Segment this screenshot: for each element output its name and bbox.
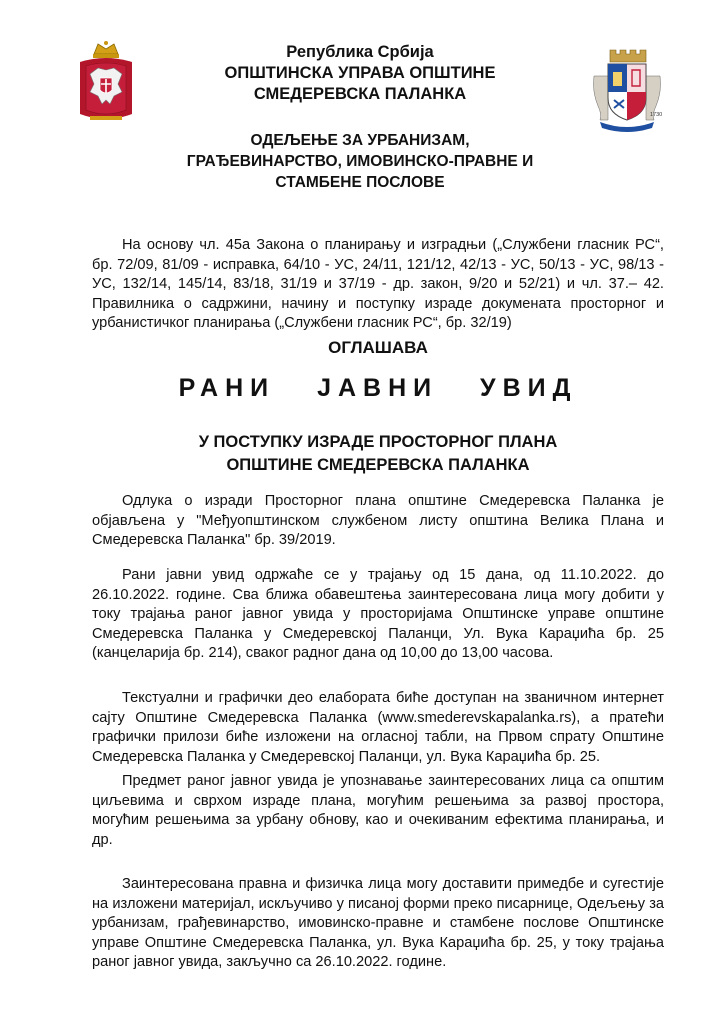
republic-name: Република Србија xyxy=(286,43,434,61)
announces-heading: ОГЛАШАВА xyxy=(328,338,428,357)
body-paragraph-text: Текстуални и графички део елабората биће доступан на званичном интернет сајту Општине Смедеревска Паланка (www.smederevskapalanka.rs), а пратећи графички прилози биће изложени на огласној табли, на Првом спрату Општине Смедеревска Паланка у Смедеревској Паланци, ул. Вука Караџића бр. 25. xyxy=(92,690,664,765)
body-paragraph-text: Заинтересована правна и физичка лица могу доставити примедбе и сугестије на изложени материјал, искључиво у писаној форми преко писарнице, Одељењу за урбанизам, грађевинарство, имовинско-правне и стамбене послове Општинске управе Општине Смедеревска Паланка, ул. Вука Караџића бр. 25, у току трајања раног јавног увида, закључно са 26.10.2022. године. xyxy=(92,876,664,971)
legal-basis-paragraph xyxy=(92,236,664,334)
serbia-coat-of-arms-icon xyxy=(76,40,136,124)
department-line-1: ОДЕЉЕЊЕ ЗА УРБАНИЗАМ, xyxy=(250,132,470,149)
body-paragraph xyxy=(92,772,664,850)
body-paragraph xyxy=(92,492,664,551)
body-paragraph-text: Рани јавни увид одржаће се у трајању од 15 дана, од 11.10.2022. до 26.10.2022. године. Сва ближа обавештења заинтересована лица могу добити у току трајања раног јавног увида у просторијама Општинске управе општине Смедеревска Паланка у Смедеревској Паланци, Ул. Вука Караџића бр. 25 (канцеларија бр. 214), сваког радног дана од 10,00 до 13,00 часова. xyxy=(92,567,664,662)
department-line-3: СТАМБЕНЕ ПОСЛОВЕ xyxy=(275,174,445,191)
subtitle xyxy=(92,431,664,477)
subtitle-line-2: ОПШТИНЕ СМЕДЕРЕВСКА ПАЛАНКА xyxy=(226,456,530,474)
emblem-year: 1730 xyxy=(650,112,663,118)
body-paragraph xyxy=(92,689,664,767)
body-paragraph xyxy=(92,566,664,664)
legal-basis-text: На основу чл. 45а Закона о планирању и изградњи („Службени гласник РС“, бр. 72/09, 81/09 - исправка, 64/10 - УС, 24/11, 121/12, 42/13 - УС, 50/13 - УС, 98/13 - УС, 132/14, 145/14, 83/18, 31/19 и 37/19 - др. закон, 9/20 и 52/21) и чл. 37.– 42. Правилника о садржини, начину и поступку израде докумената просторног и урбанистичког планирања („Службени гласник РС“, бр. 32/19) xyxy=(92,237,664,332)
smederevska-palanka-coat-of-arms-icon xyxy=(588,46,666,132)
body-paragraph-text: Предмет раног јавног увида је упознавање заинтересованих лица са општим циљевима и сврхом израде плана, могућим решењима за развој простора, могућим решењима за урбану обнову, као и очекиваним ефектима планирања, и др. xyxy=(92,773,664,848)
department-name xyxy=(150,130,570,193)
subtitle-line-1: У ПОСТУПКУ ИЗРАДЕ ПРОСТОРНОГ ПЛАНА xyxy=(198,433,558,451)
main-title: РАНИ ЈАВНИ УВИД xyxy=(178,374,578,402)
body-paragraph-text: Одлука о изради Просторног плана општине Смедеревска Паланка је објављена у "Међуопштинском службеном листу општина Велика Плана и Смедеревска Паланка" бр. 39/2019. xyxy=(92,493,664,549)
authority-line-1: ОПШТИНСКА УПРАВА ОПШТИНЕ xyxy=(224,64,496,82)
department-line-2: ГРАЂЕВИНАРСТВО, ИМОВИНСКО-ПРАВНЕ И xyxy=(186,153,534,170)
authority-line-2: СМЕДЕРЕВСКА ПАЛАНКА xyxy=(253,85,467,103)
issuer-header xyxy=(150,42,570,105)
body-paragraph xyxy=(92,875,664,973)
